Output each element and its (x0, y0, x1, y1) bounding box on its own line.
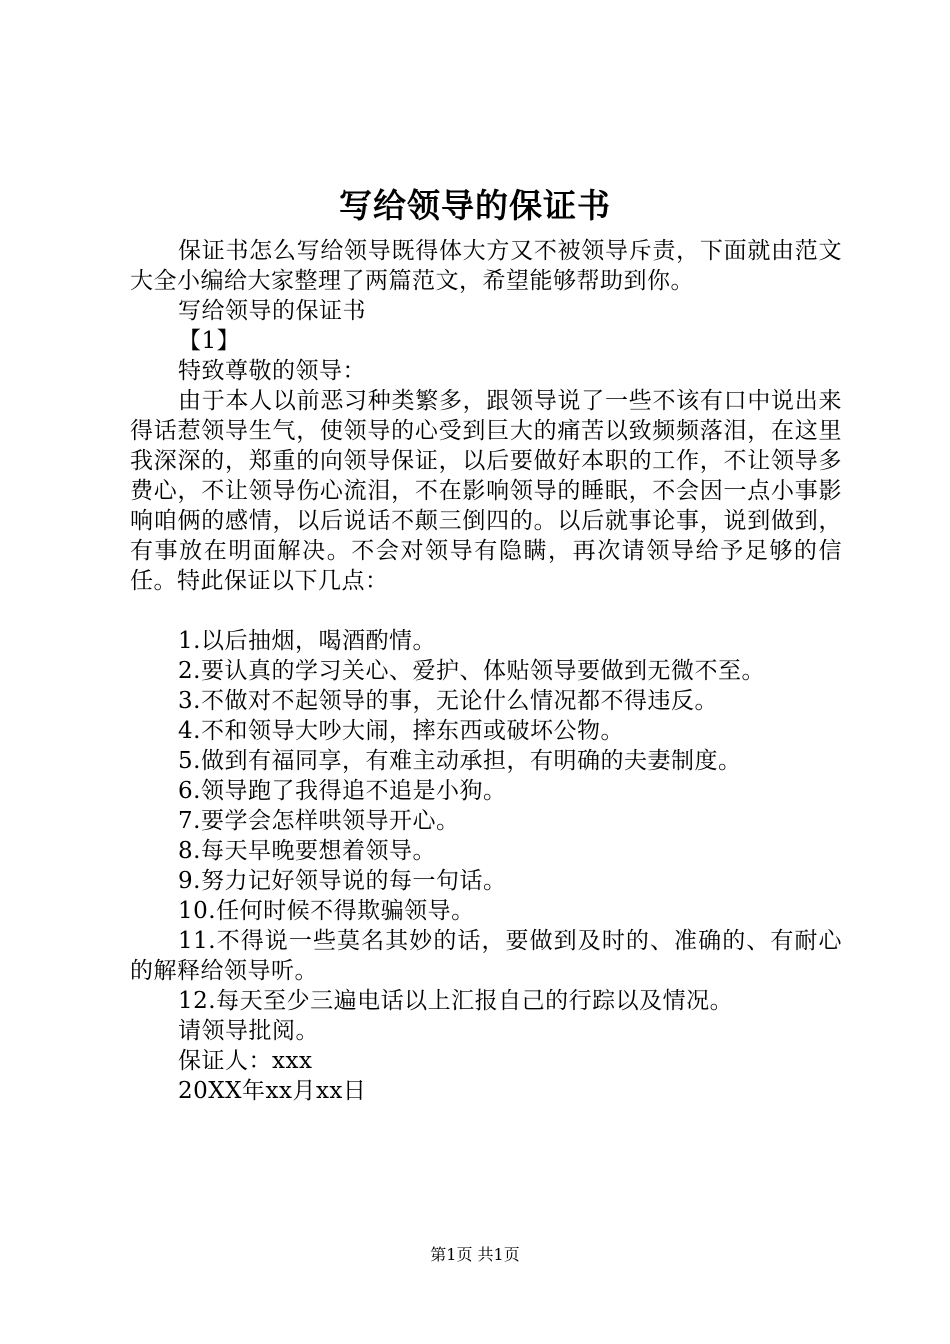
list-item: 4.不和领导大吵大闹，摔东西或破坏公物。 (178, 718, 624, 744)
subtitle-line: 写给领导的保证书 (178, 298, 366, 324)
list-item: 1.以后抽烟，喝酒酌情。 (178, 628, 436, 654)
list-item: 2.要认真的学习关心、爱护、体贴领导要做到无微不至。 (178, 658, 765, 684)
list-item: 10.任何时候不得欺骗领导。 (178, 898, 475, 924)
intro-paragraph: 保证书怎么写给领导既得体大方又不被领导斥责，下面就由范文大全小编给大家整理了两篇范文，希望能够帮助到你。 (130, 238, 842, 294)
section-marker: 【1】 (178, 328, 241, 354)
document-title: 写给领导的保证书 (339, 186, 611, 225)
list-item: 11.不得说一些莫名其妙的话，要做到及时的、准确的、有耐心的解释给领导听。 (130, 928, 842, 984)
document-body (130, 236, 842, 1106)
blank-line (130, 596, 842, 626)
closing-line: 请领导批阅。 (178, 1018, 319, 1044)
list-item: 8.每天早晚要想着领导。 (178, 838, 436, 864)
date-line: 20XX年xx月xx日 (178, 1078, 367, 1104)
salutation-line: 特致尊敬的领导： (178, 358, 366, 384)
list-item: 9.努力记好领导说的每一句话。 (178, 868, 507, 894)
list-item: 6.领导跑了我得追不追是小狗。 (178, 778, 507, 804)
main-paragraph: 由于本人以前恶习种类繁多，跟领导说了一些不该有口中说出来得话惹领导生气，使领导的心受到巨大的痛苦以致频频落泪，在这里我深深的，郑重的向领导保证，以后要做好本职的工作，不让领导多费心，不让领导伤心流泪，不在影响领导的睡眠，不会因一点小事影响咱俩的感情，以后说话不颠三倒四的。以后就事论事，说到做到，有事放在明面解决。不会对领导有隐瞒，再次请领导给予足够的信任。特此保证以下几点： (130, 388, 842, 594)
list-item: 7.要学会怎样哄领导开心。 (178, 808, 460, 834)
page-footer: 第1页 共1页 (430, 1245, 520, 1264)
list-item: 5.做到有福同享，有难主动承担，有明确的夫妻制度。 (178, 748, 742, 774)
list-item: 3.不做对不起领导的事，无论什么情况都不得违反。 (178, 688, 718, 714)
guarantor-line: 保证人：xxx (178, 1048, 313, 1074)
list-item: 12.每天至少三遍电话以上汇报自己的行踪以及情况。 (178, 988, 734, 1014)
